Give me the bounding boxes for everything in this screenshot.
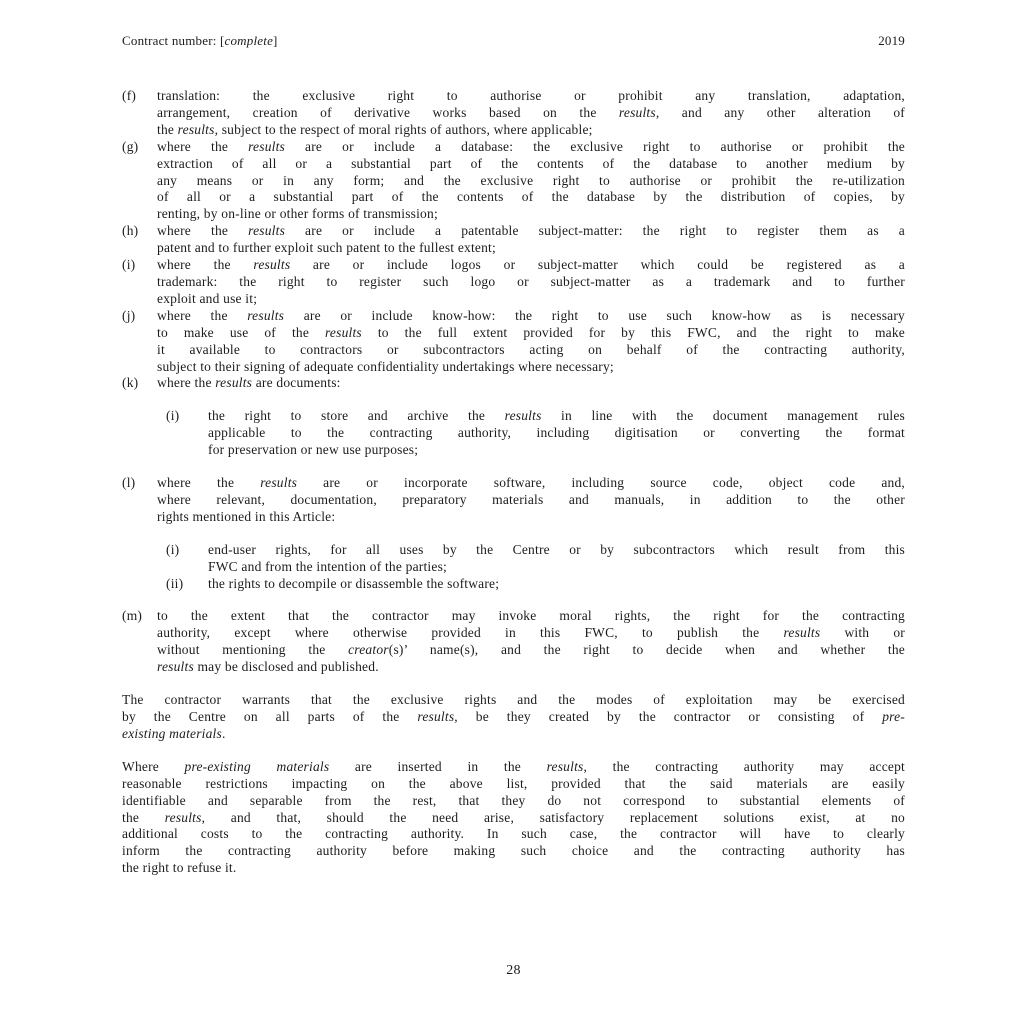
text-line: where the results are or include logos or subject-matter which could be registered as a (157, 257, 905, 273)
item-marker: (ii) (166, 575, 184, 591)
sub-list-item-ii (122, 576, 905, 593)
text-line: arrangement, creation of derivative works based on the results, and any other alteration of (157, 104, 905, 120)
text-line: for preservation or new use purposes; (208, 442, 419, 458)
text-line: subject to their signing of adequate confidentiality undertakings where necessary; (157, 358, 614, 374)
list-item-i (122, 257, 905, 308)
text-line: patent and to further exploit such patent to the fullest extent; (157, 240, 496, 256)
year-label: 2019 (878, 33, 905, 48)
item-marker: (l) (122, 475, 136, 491)
item-marker: (i) (122, 257, 136, 273)
contract-number-placeholder: complete (224, 33, 274, 48)
paragraph (122, 692, 905, 743)
text-line: by the Centre on all parts of the results, be they created by the contractor or consisting of pre- (122, 709, 905, 724)
list-item-l (122, 475, 905, 526)
text-line: the right to store and archive the results in line with the document management rules (208, 408, 905, 424)
text-line: renting, by on-line or other forms of transmission; (157, 206, 438, 222)
text-line: where the results are or include a patentable subject-matter: the right to register them as a (157, 223, 905, 239)
text-line: to the extent that the contractor may invoke moral rights, the right for the contracting (157, 608, 905, 624)
text-line: where the results are or include know-how: the right to use such know-how as is necessary (157, 307, 905, 323)
text-line: where the results are documents: (157, 375, 341, 391)
document-body (122, 88, 905, 877)
item-marker: (f) (122, 88, 137, 103)
text-line: exploit and use it; (157, 290, 258, 306)
paragraph (122, 759, 905, 877)
text-line: to make use of the results to the full extent provided for by this FWC, and the right to make (157, 324, 905, 340)
text-line: where the results are or incorporate software, including source code, object code and, (157, 475, 905, 491)
item-marker: (i) (166, 408, 180, 424)
list-item-h (122, 223, 905, 257)
list-item-f (122, 88, 905, 139)
text-line: existing materials. (122, 725, 226, 741)
contract-number-label (122, 33, 278, 49)
text-line: end-user rights, for all uses by the Centre or by subcontractors which result from this (208, 541, 905, 557)
text-line: the rights to decompile or disassemble the software; (208, 575, 500, 591)
sub-list-item-i (122, 408, 905, 459)
text-line: without mentioning the creator(s)’ name(s), and the right to decide when and whether the (157, 642, 906, 658)
text-line: the results, and that, should the need arise, satisfactory replacement solutions exist, at no (122, 809, 905, 825)
text-line: FWC and from the intention of the parties; (208, 558, 447, 574)
list-item-m (122, 608, 905, 676)
text-line: results may be disclosed and published. (157, 659, 379, 675)
text-line: authority, except where otherwise provided in this FWC, to publish the results with or (157, 625, 905, 641)
text-line: of all or a substantial part of the contents of the database by the distribution of copies, by (157, 189, 905, 205)
text-line: it available to contractors or subcontractors acting on behalf of the contracting authority, (157, 341, 905, 357)
text-line: identifiable and separable from the rest, that they do not correspond to substantial elements of (122, 792, 905, 808)
page-header (122, 33, 905, 49)
text-line: the right to refuse it. (122, 860, 237, 876)
text-line: the results, subject to the respect of moral rights of authors, where applicable; (157, 121, 593, 137)
text-line: The contractor warrants that the exclusive rights and the modes of exploitation may be exercised (122, 692, 905, 708)
list-item-k (122, 375, 905, 392)
contract-number-prefix: Contract number: [ (122, 33, 225, 48)
page-number: 28 (506, 963, 521, 978)
text-line: reasonable restrictions impacting on the above list, provided that the said materials are easily (122, 775, 905, 791)
text-line: where relevant, documentation, preparatory materials and manuals, in addition to the other (157, 491, 905, 507)
text-line: where the results are or include a database: the exclusive right to authorise or prohibit the (157, 138, 905, 154)
text-line: additional costs to the contracting authority. In such case, the contractor will have to clearly (122, 826, 905, 842)
text-line: trademark: the right to register such logo or subject-matter as a trademark and to further (157, 273, 905, 289)
text-line: translation: the exclusive right to authorise or prohibit any translation, adaptation, (157, 88, 905, 103)
text-line: inform the contracting authority before making such choice and the contracting authority has (122, 843, 905, 859)
text-line: extraction of all or a substantial part of the contents of the database to another medium by (157, 155, 905, 171)
list-item-j (122, 308, 905, 376)
item-marker: (i) (166, 541, 180, 557)
sub-list-item-i (122, 542, 905, 576)
text-line: any means or in any form; and the exclusive right to authorise or prohibit the re-utilization (157, 172, 905, 188)
item-marker: (j) (122, 307, 136, 323)
item-marker: (k) (122, 375, 139, 391)
item-marker: (m) (122, 608, 143, 624)
item-marker: (g) (122, 138, 139, 154)
list-item-g (122, 139, 905, 224)
text-line: rights mentioned in this Article: (157, 508, 336, 524)
contract-number-suffix: ] (273, 33, 278, 48)
item-marker: (h) (122, 223, 139, 239)
text-line: Where pre-existing materials are inserted in the results, the contracting authority may accept (122, 758, 905, 774)
text-line: applicable to the contracting authority, including digitisation or converting the format (208, 425, 905, 441)
